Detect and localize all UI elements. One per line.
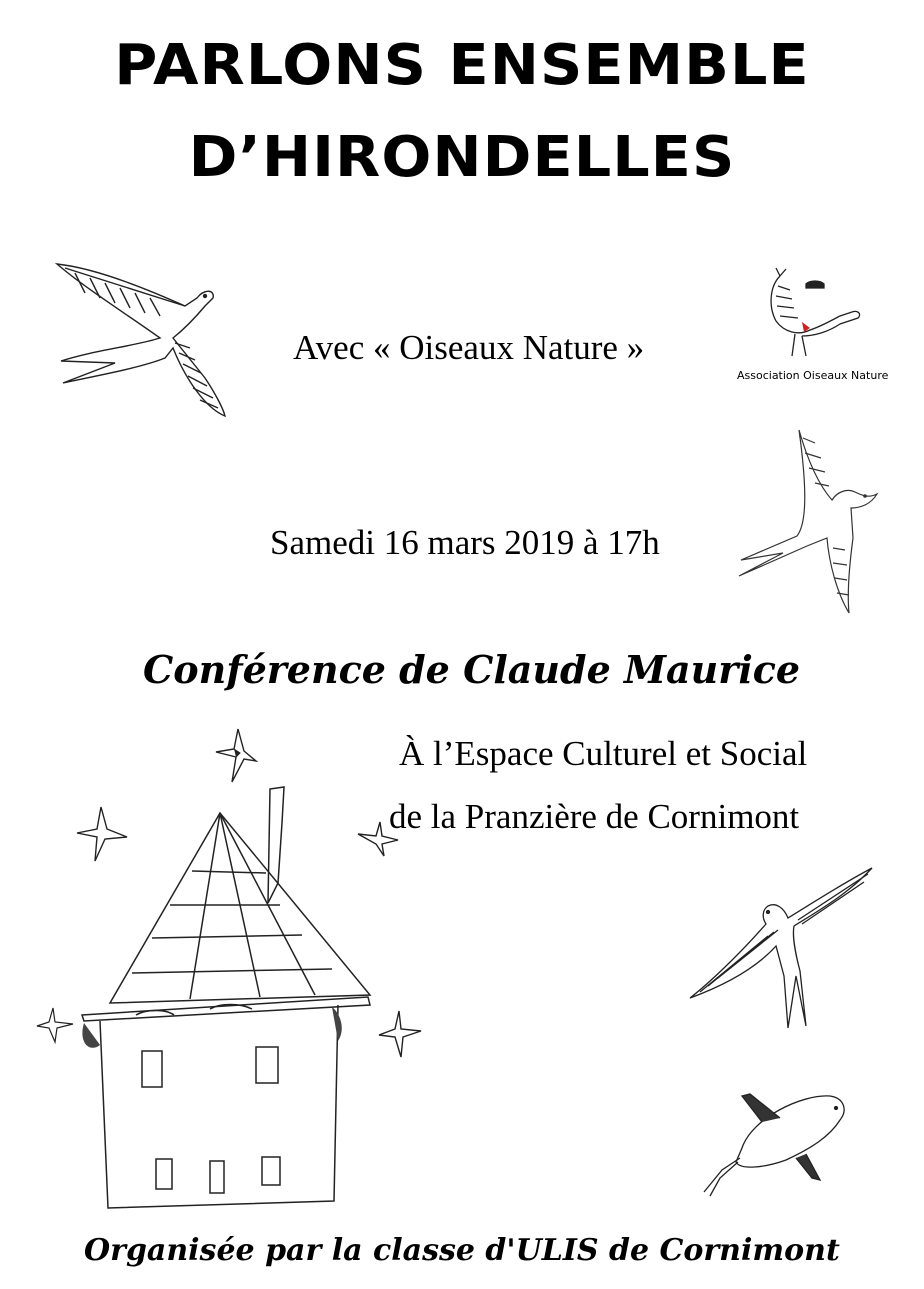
organizer-line: Organisée par la classe d'ULIS de Cornimont	[84, 1233, 840, 1268]
association-bird-logo-icon	[740, 266, 868, 361]
poster-title-line-1: PARLONS ENSEMBLE	[114, 33, 810, 98]
star-drawing-icon	[210, 727, 260, 787]
star-drawing-icon	[377, 1009, 425, 1059]
with-association-line: Avec « Oiseaux Nature »	[293, 328, 645, 367]
swallow-drawing-icon	[55, 258, 235, 423]
conference-heading: Conférence de Claude Maurice	[143, 647, 801, 692]
swallow-drawing-icon	[737, 428, 885, 618]
swallow-drawing-icon	[688, 866, 876, 1028]
association-logo-label: Association Oiseaux Nature	[737, 369, 889, 382]
house-drawing-icon	[70, 783, 380, 1218]
venue-line-1: À l’Espace Culturel et Social	[399, 734, 808, 773]
venue-line-2: de la Pranzière de Cornimont	[389, 797, 800, 836]
date-line: Samedi 16 mars 2019 à 17h	[270, 523, 660, 562]
poster-title-line-2: D’HIRONDELLES	[188, 125, 736, 190]
star-drawing-icon	[35, 1006, 75, 1044]
swallow-drawing-icon	[702, 1088, 852, 1198]
